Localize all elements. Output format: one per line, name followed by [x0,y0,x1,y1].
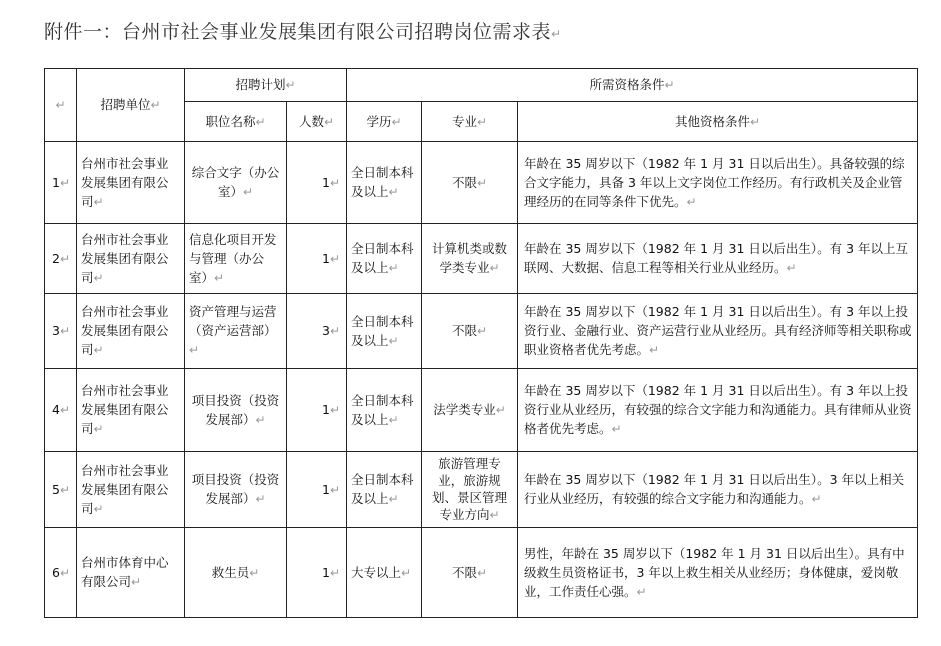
row-major: 不限↵ [422,294,518,369]
table-row [45,142,918,224]
document-title-text: 附件一：台州市社会事业发展集团有限公司招聘岗位需求表 [44,21,552,43]
row-major: 不限↵ [422,142,518,224]
header-unit: 招聘单位↵ [77,69,185,142]
paragraph-mark: ↵ [551,27,562,41]
row-education: 大专以上↵ [347,528,422,618]
row-count: 1↵ [287,142,347,224]
header-major: 专业↵ [422,102,518,142]
row-count: 1↵ [287,369,347,452]
row-unit: 台州市社会事业发展集团有限公司↵ [77,369,185,452]
row-count: 1↵ [287,528,347,618]
row-index: 5↵ [45,452,77,528]
document-title [44,17,562,44]
row-requirements: 年龄在 35 周岁以下（1982 年 1 月 31 日以后出生）。有 3 年以上投资行业、金融行业、资产运营行业从业经历。具有经济师等相关职称或职业资格者优先考虑。↵ [518,294,918,369]
header-row-1 [45,69,918,102]
row-education: 全日制本科及以上↵ [347,369,422,452]
table-row [45,528,918,618]
header-count: 人数↵ [287,102,347,142]
header-education: 学历↵ [347,102,422,142]
row-position: 项目投资（投资发展部）↵ [185,452,287,528]
row-requirements: 年龄在 35 周岁以下（1982 年 1 月 31 日以后出生）。3 年以上相关行业从业经历，有较强的综合文字能力和沟通能力。↵ [518,452,918,528]
row-unit: 台州市社会事业发展集团有限公司↵ [77,452,185,528]
table-row [45,452,918,528]
row-unit: 台州市社会事业发展集团有限公司↵ [77,142,185,224]
recruitment-table [44,68,918,618]
row-index: 2↵ [45,224,77,294]
header-other: 其他资格条件↵ [518,102,918,142]
row-education: 全日制本科及以上↵ [347,224,422,294]
row-position: 救生员↵ [185,528,287,618]
row-major: 旅游管理专业，旅游规划、景区管理专业方向↵ [422,452,518,528]
table-row [45,369,918,452]
header-position: 职位名称↵ [185,102,287,142]
table-row [45,224,918,294]
row-requirements: 男性，年龄在 35 周岁以下（1982 年 1 月 31 日以后出生）。具有中级救生员资格证书，3 年以上救生相关从业经历；身体健康，爱岗敬业，工作责任心强。↵ [518,528,918,618]
row-index: 6↵ [45,528,77,618]
row-count: 1↵ [287,224,347,294]
table-row [45,294,918,369]
row-position: 信息化项目开发与管理（办公室）↵ [185,224,287,294]
row-count: 3↵ [287,294,347,369]
row-index: 3↵ [45,294,77,369]
row-position: 项目投资（投资发展部）↵ [185,369,287,452]
row-position: 综合文字（办公室）↵ [185,142,287,224]
row-unit: 台州市社会事业发展集团有限公司↵ [77,224,185,294]
row-unit: 台州市社会事业发展集团有限公司↵ [77,294,185,369]
row-index: 4↵ [45,369,77,452]
row-major: 计算机类或数学类专业↵ [422,224,518,294]
row-major: 不限↵ [422,528,518,618]
row-index: 1↵ [45,142,77,224]
header-conditions: 所需资格条件↵ [347,69,918,102]
row-unit: 台州市体育中心有限公司↵ [77,528,185,618]
row-major: 法学类专业↵ [422,369,518,452]
header-plan: 招聘计划↵ [185,69,347,102]
row-requirements: 年龄在 35 周岁以下（1982 年 1 月 31 日以后出生）。有 3 年以上投资行业从业经历，有较强的综合文字能力和沟通能力。具有律师从业资格者优先考虑。↵ [518,369,918,452]
row-education: 全日制本科及以上↵ [347,142,422,224]
row-education: 全日制本科及以上↵ [347,452,422,528]
row-requirements: 年龄在 35 周岁以下（1982 年 1 月 31 日以后出生）。有 3 年以上互联网、大数据、信息工程等相关行业从业经历。↵ [518,224,918,294]
row-education: 全日制本科及以上↵ [347,294,422,369]
row-requirements: 年龄在 35 周岁以下（1982 年 1 月 31 日以后出生）。具备较强的综合文字能力，具备 3 年以上文字岗位工作经历。有行政机关及企业管理经历的在同等条件下优先。↵ [518,142,918,224]
header-index-cell: ↵ [45,69,77,142]
row-position: 资产管理与运营（资产运营部）↵ [185,294,287,369]
row-count: 1↵ [287,452,347,528]
